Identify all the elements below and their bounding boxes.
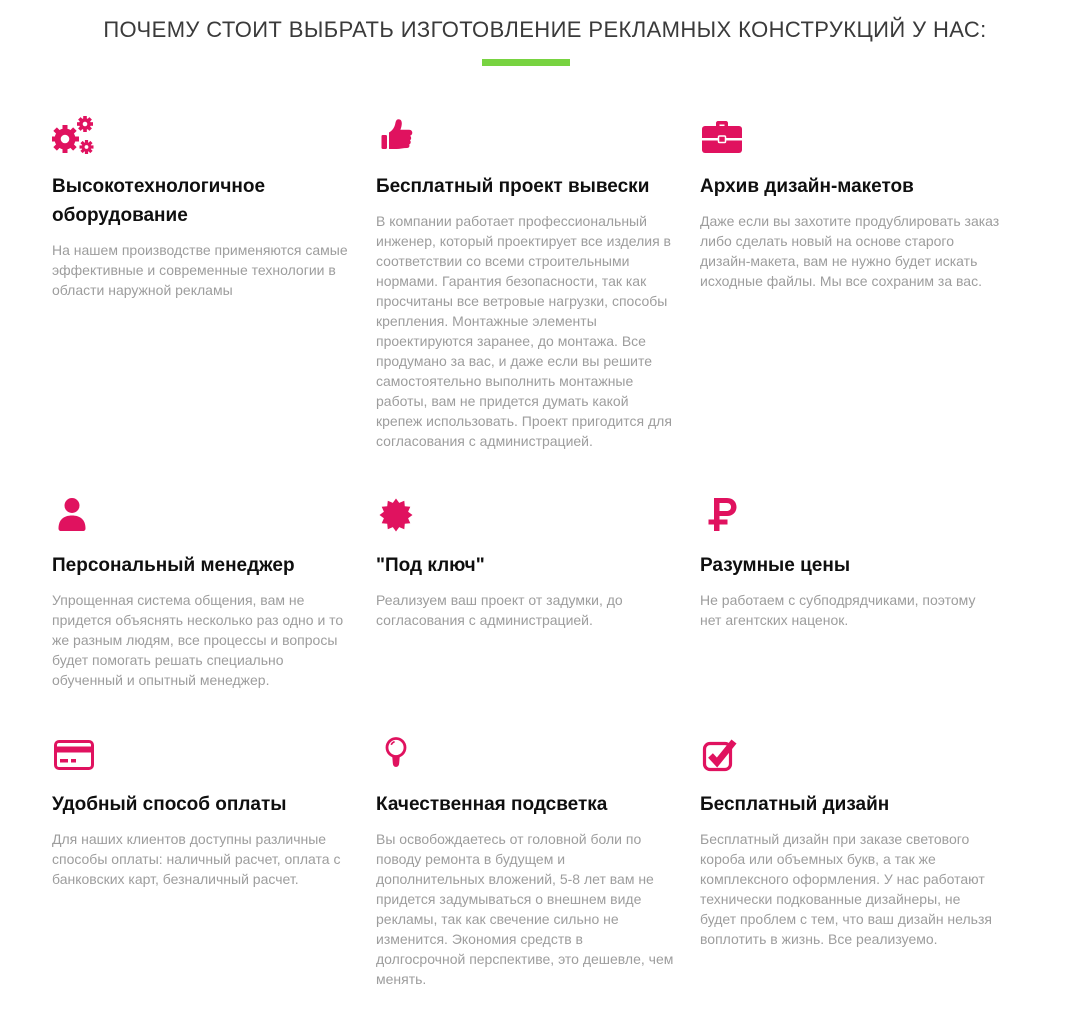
feature-card-design — [700, 732, 1000, 949]
check-icon — [700, 732, 1000, 774]
accent-underline — [482, 59, 570, 66]
feature-card-prices — [700, 493, 1000, 630]
credit-card-icon — [52, 732, 352, 774]
feature-description: В компании работает профессиональный инженер, который проектирует все изделия в соответствии со всеми строительными нормами. Гарантия безопасности, так как просчитаны все ветровые нагрузки, способы крепления. Монтажные элементы проектируются заранее, до монтажа. Все продумано за вас, и даже если вы решите самостоятельно выполнить монтажные работы, вам не придется думать какой крепеж использовать. Проект пригодится для согласования с администрацией. — [376, 213, 672, 449]
feature-card-payment — [52, 732, 352, 889]
feature-description: Реализуем ваш проект от задумки, до согласования с администрацией. — [376, 592, 623, 628]
feature-card-archive — [700, 114, 1000, 291]
feature-card-lighting — [376, 732, 676, 989]
feature-card-manager — [52, 493, 352, 690]
feature-title: Персональный менеджер — [52, 555, 295, 576]
feature-card-turnkey — [376, 493, 676, 630]
ruble-icon — [700, 493, 1000, 535]
feature-title: Бесплатный дизайн — [700, 794, 890, 815]
feature-title: "Под ключ" — [376, 555, 485, 576]
feature-description: Бесплатный дизайн при заказе светового короба или объемных букв, а так же комплексного оформления. У нас работают технически подкованные дизайнеры, не будет проблем с тем, что ваш дизайн нельзя воплотить в жизнь. Все реализуемо. — [700, 831, 992, 947]
feature-description: Вы освобождаетесь от головной боли по поводу ремонта в будущем и дополнительных вложений, 5-8 лет вам не придется задумываться о внешнем виде рекламы, так как свечение сильно не изменится. Экономия средств в долгосрочной перспективе, это дешевле, чем менять. — [376, 831, 674, 987]
feature-title: Высокотехнологичное оборудование — [52, 176, 266, 226]
starburst-icon — [376, 493, 676, 535]
feature-description: Для наших клиентов доступны различные способы оплаты: наличный расчет, оплата с банковских карт, безналичный расчет. — [52, 831, 341, 887]
feature-card-equipment — [52, 114, 352, 300]
feature-title: Качественная подсветка — [376, 794, 608, 815]
feature-title: Разумные цены — [700, 555, 851, 576]
feature-description: Упрощенная система общения, вам не придется объяснять несколько раз одно и то же разным людям, все процессы и вопросы будет помогать решать специально обученный и опытный менеджер. — [52, 592, 344, 688]
feature-card-free-project — [376, 114, 676, 451]
section-title: ПОЧЕМУ СТОИТ ВЫБРАТЬ ИЗГОТОВЛЕНИЕ РЕКЛАМНЫХ КОНСТРУКЦИЙ У НАС: — [103, 17, 987, 42]
feature-title: Архив дизайн-макетов — [700, 176, 914, 197]
feature-title: Удобный способ оплаты — [52, 794, 287, 815]
feature-title: Бесплатный проект вывески — [376, 176, 650, 197]
gears-icon — [52, 114, 352, 156]
person-icon — [52, 493, 352, 535]
feature-description: Не работаем с субподрядчиками, поэтому нет агентских наценок. — [700, 592, 976, 628]
feature-description: Даже если вы захотите продублировать заказ либо сделать новый на основе старого дизайн-макета, вам не нужно будет искать исходные файлы. Мы все сохраним за вас. — [700, 213, 1000, 289]
thumb-up-icon — [376, 114, 676, 156]
features-grid — [52, 114, 1000, 1013]
feature-description: На нашем производстве применяются самые эффективные и современные технологии в области наружной рекламы — [52, 242, 348, 298]
briefcase-icon — [700, 114, 1000, 156]
lightbulb-icon — [376, 732, 676, 774]
